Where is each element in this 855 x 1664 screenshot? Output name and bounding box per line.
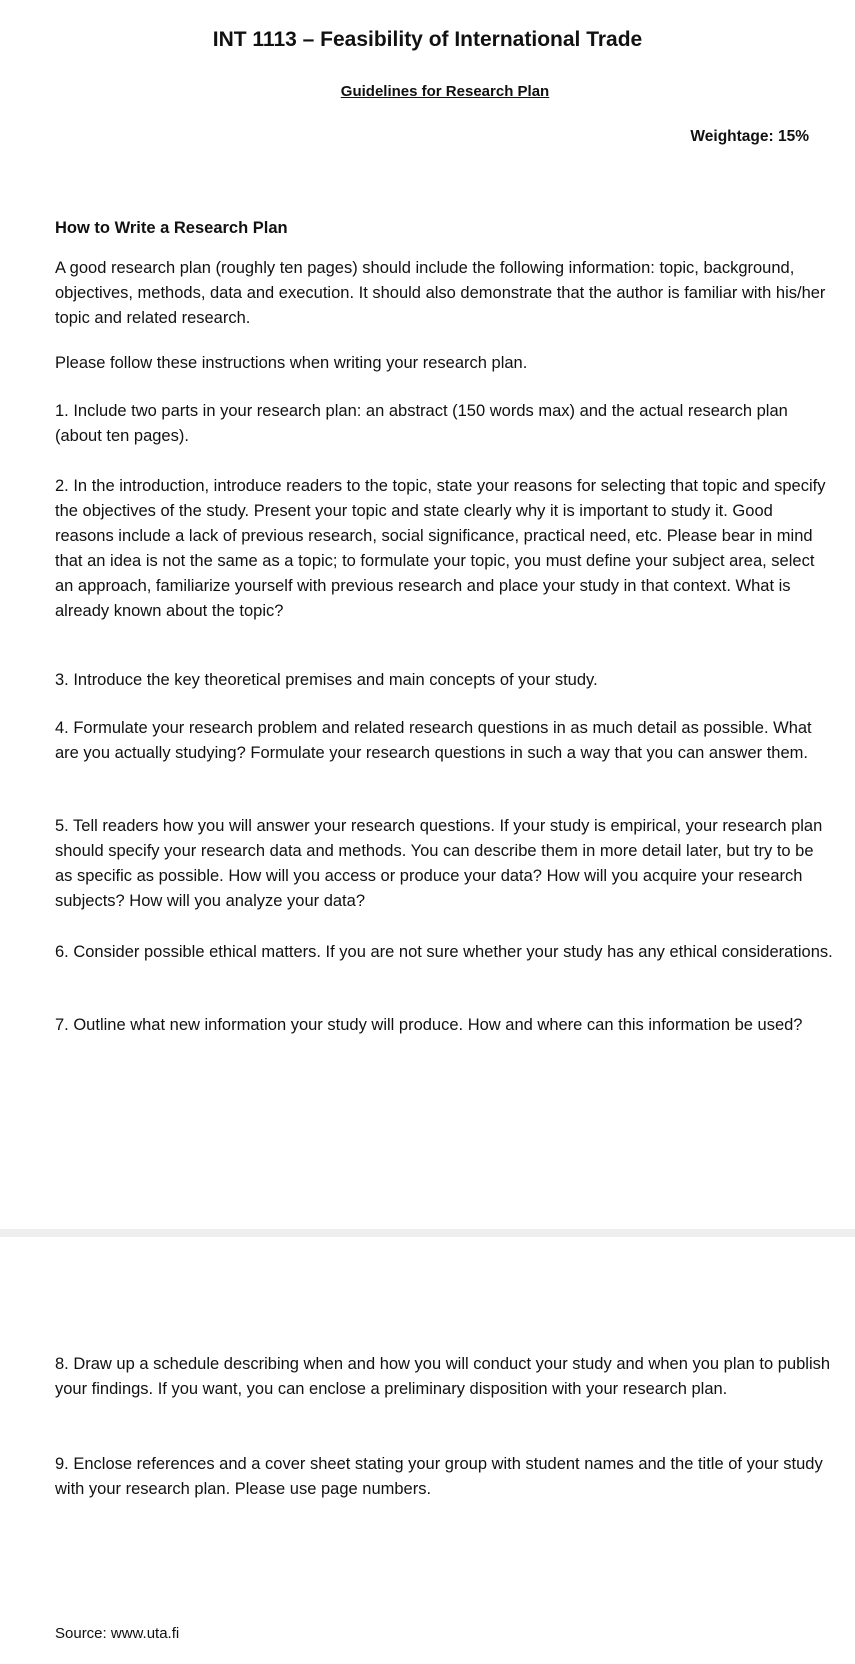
instruction-item-4: 4. Formulate your research problem and related research questions in as much detail as possible. What are you actually studying? Formulate your research questions in such a way that you can answer them. (55, 719, 812, 762)
instruction-lead: Please follow these instructions when writing your research plan. (55, 354, 528, 372)
instruction-item-5: 5. Tell readers how you will answer your research questions. If your study is empirical, your research plan should specify your research data and methods. You can describe them in more detail later, but try to be as specific as possible. How will you access or produce your data? How will you acquire your research subjects? How will you analyze your data? (55, 817, 823, 910)
section-heading: How to Write a Research Plan (55, 219, 288, 237)
source-note: Source: www.uta.fi (55, 1625, 180, 1642)
instruction-item-8: 8. Draw up a schedule describing when and how you will conduct your study and when you plan to publish your findings. If you want, you can enclose a preliminary disposition with your research plan. (55, 1355, 831, 1398)
intro-paragraph: A good research plan (roughly ten pages) should include the following information: topic, background, objectives, methods, data and execution. It should also demonstrate that the author is familiar with his/her topic and related research. (55, 259, 826, 327)
instruction-item-9: 9. Enclose references and a cover sheet stating your group with student names and the title of your study with your research plan. Please use page numbers. (55, 1455, 823, 1498)
instruction-item-2: 2. In the introduction, introduce readers to the topic, state your reasons for selecting that topic and specify the objectives of the study. Present your topic and state clearly why it is important to study it. Good reasons include a lack of previous research, social significance, practical need, etc. Please bear in mind that an idea is not the same as a topic; to formulate your topic, you must define your subject area, select an approach, familiarize yourself with previous research and place your study in that context. What is already known about the topic? (55, 477, 826, 620)
document-page-2 (0, 1237, 855, 1664)
page-separator (0, 1229, 855, 1237)
instruction-item-6: 6. Consider possible ethical matters. If you are not sure whether your study has any ethical considerations. (55, 943, 833, 961)
weightage-label: Weightage: 15% (690, 128, 809, 145)
instruction-item-7: 7. Outline what new information your study will produce. How and where can this information be used? (55, 1016, 803, 1034)
instruction-item-1: 1. Include two parts in your research plan: an abstract (150 words max) and the actual research plan (about ten pages). (55, 402, 788, 445)
instruction-item-3: 3. Introduce the key theoretical premises and main concepts of your study. (55, 671, 598, 689)
document-title: INT 1113 – Feasibility of International Trade (212, 28, 643, 51)
document-subtitle: Guidelines for Research Plan (340, 83, 550, 100)
